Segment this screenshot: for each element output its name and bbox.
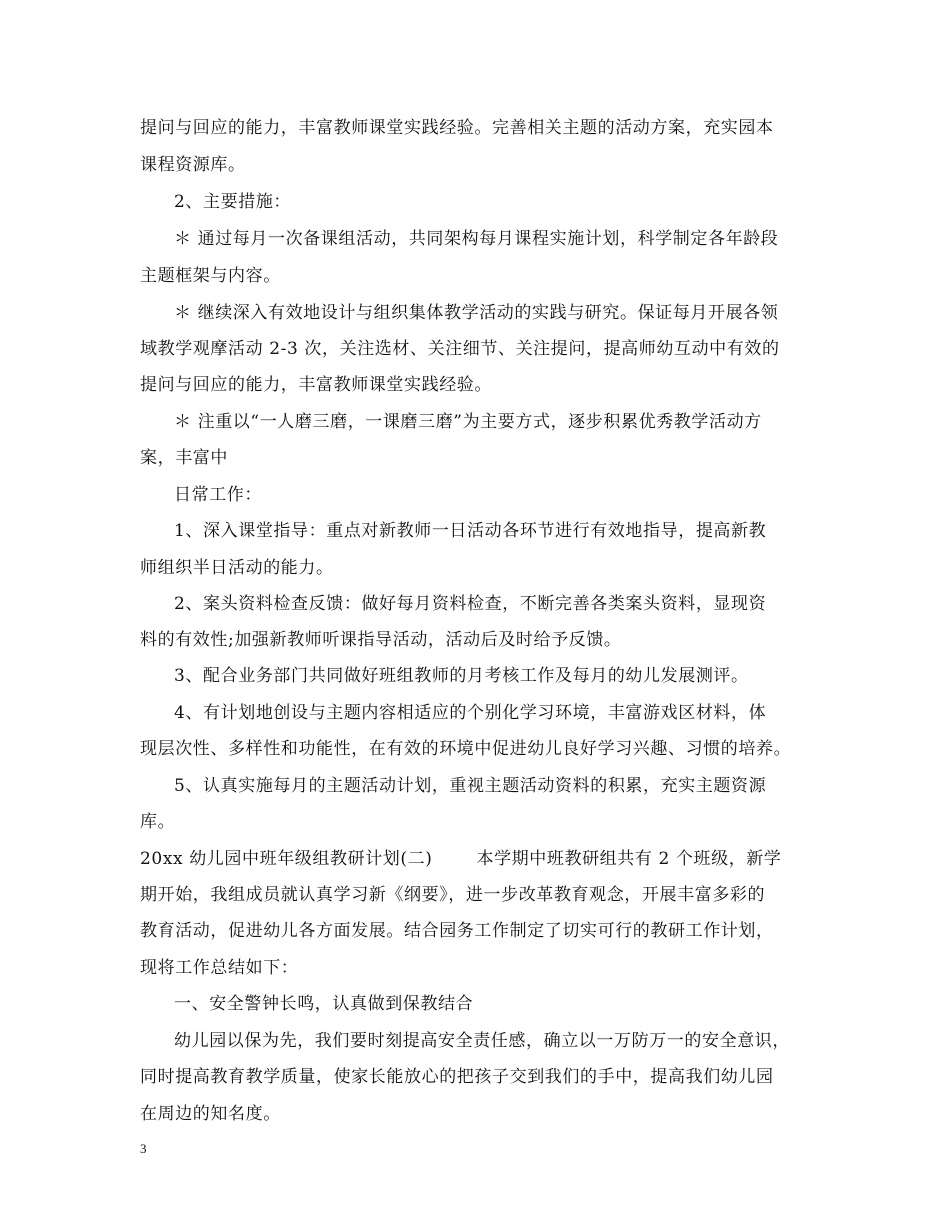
list-item: 2、案头资料检查反馈：做好每月资料检查，不断完善各类案头资料，显现资 bbox=[174, 594, 767, 614]
section-heading: 2、主要措施： bbox=[174, 192, 292, 212]
section-title-line bbox=[140, 849, 782, 869]
text-line: 教育活动，促进幼儿各方面发展。结合园务工作制定了切实可行的教研工作计划， bbox=[140, 921, 774, 941]
text-line: 现层次性、多样性和功能性，在有效的环境中促进幼儿良好学习兴趣、习惯的培养。 bbox=[140, 739, 792, 759]
text-line: 域教学观摩活动 2-3 次，关注选材、关注细节、关注提问，提高师幼互动中有效的 bbox=[140, 339, 780, 359]
section-heading: 日常工作： bbox=[174, 485, 262, 505]
bullet-item: ＊ 继续深入有效地设计与组织集体教学活动的实践与研究。保证每月开展各领 bbox=[174, 303, 779, 323]
text-line: 提问与回应的能力，丰富教师课堂实践经验。完善相关主题的活动方案，充实园本 bbox=[140, 118, 774, 138]
bullet-item: ＊ 通过每月一次备课组活动，共同架构每月课程实施计划，科学制定各年龄段 bbox=[174, 229, 779, 249]
text-line: 期开始，我组成员就认真学习新《纲要》，进一步改革教育观念，开展丰富多彩的 bbox=[140, 885, 766, 905]
text-line: 料的有效性;加强新教师听课指导活动，活动后及时给予反馈。 bbox=[140, 630, 622, 650]
text-line: 案，丰富中 bbox=[140, 448, 228, 468]
text-line: 本学期中班教研组共有 2 个班级，新学 bbox=[476, 849, 782, 869]
text-line: 现将工作总结如下： bbox=[140, 958, 299, 978]
page-number: 3 bbox=[140, 1141, 147, 1156]
list-item: 4、有计划地创设与主题内容相适应的个别化学习环境，丰富游戏区材料，体 bbox=[174, 703, 767, 723]
section-heading: 一、安全警钟长鸣，认真做到保教结合 bbox=[174, 994, 474, 1014]
text-line: 课程资源库。 bbox=[140, 155, 246, 175]
plan-title: 20xx 幼儿园中班年级组教研计划(二) bbox=[140, 849, 433, 869]
text-line: 在周边的知名度。 bbox=[140, 1104, 281, 1124]
list-item: 3、配合业务部门共同做好班组教师的月考核工作及每月的幼儿发展测评。 bbox=[174, 666, 749, 686]
list-item: 5、认真实施每月的主题活动计划，重视主题活动资料的积累，充实主题资源 bbox=[174, 776, 767, 796]
list-item: 1、深入课堂指导：重点对新教师一日活动各环节进行有效地指导，提高新教 bbox=[174, 521, 767, 541]
text-line: 幼儿园以保为先，我们要时刻提高安全责任感，确立以一万防万一的安全意识， bbox=[174, 1031, 790, 1051]
bullet-item: ＊ 注重以“一人磨三磨，一课磨三磨”为主要方式，逐步积累优秀教学活动方 bbox=[174, 412, 762, 432]
text-line: 师组织半日活动的能力。 bbox=[140, 558, 334, 578]
text-line: 库。 bbox=[140, 812, 176, 832]
text-line: 主题框架与内容。 bbox=[140, 266, 281, 286]
text-line: 同时提高教育教学质量，使家长能放心的把孩子交到我们的手中，提高我们幼儿园 bbox=[140, 1067, 774, 1087]
text-line: 提问与回应的能力，丰富教师课堂实践经验。 bbox=[140, 375, 492, 395]
